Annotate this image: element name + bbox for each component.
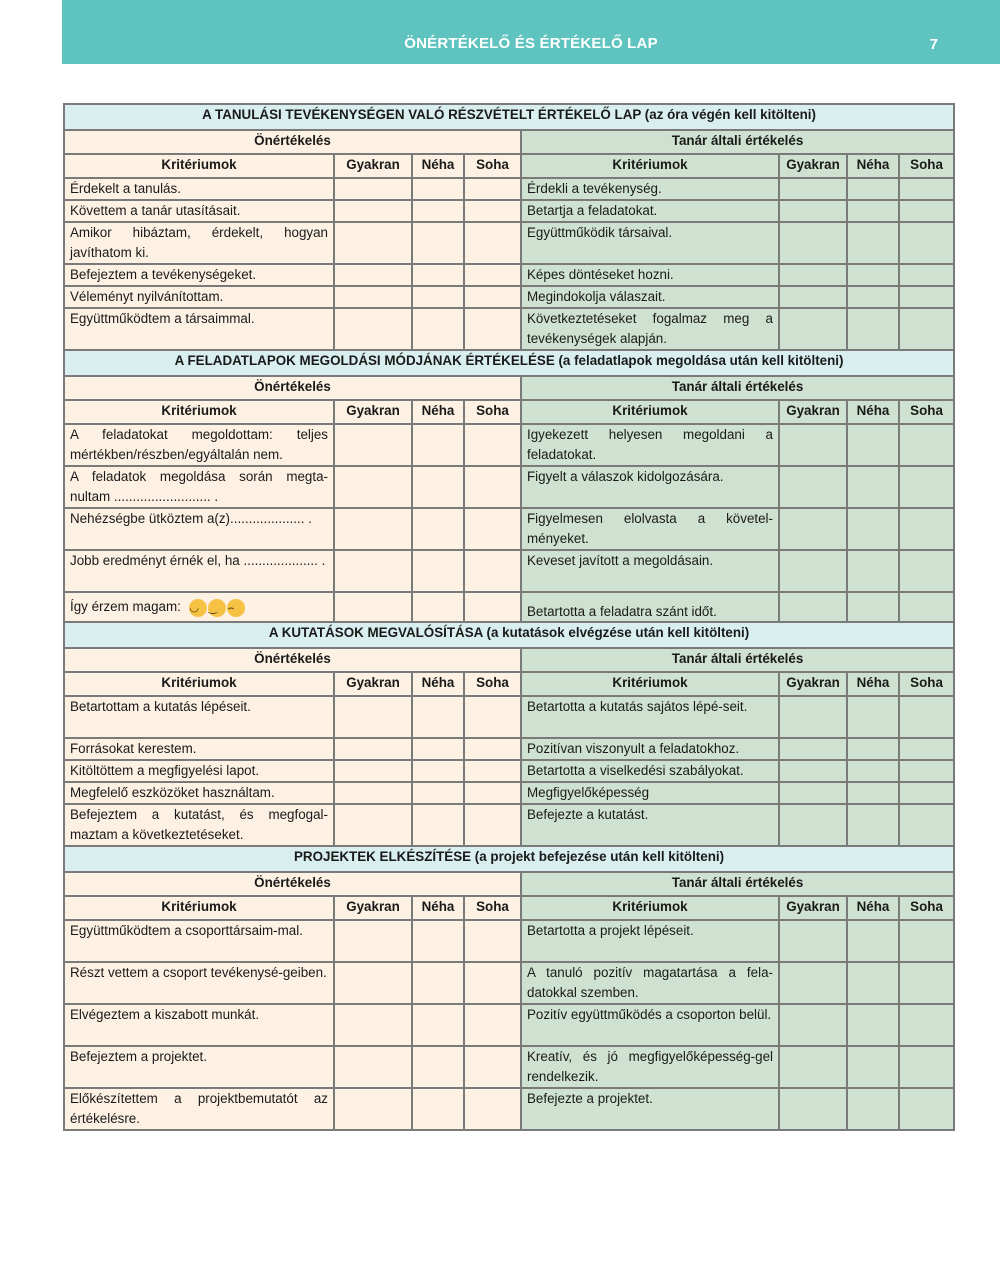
teacher-never-checkbox-cell[interactable] xyxy=(899,550,954,592)
self-criterion xyxy=(64,1046,334,1088)
self-never-checkbox-cell[interactable] xyxy=(464,1004,521,1046)
self-often-checkbox-cell[interactable] xyxy=(334,1046,412,1088)
self-sometimes-checkbox-cell[interactable] xyxy=(412,550,464,592)
self-never-checkbox-cell[interactable] xyxy=(464,200,521,222)
teacher-often-checkbox-cell[interactable] xyxy=(779,592,847,622)
column-header-never: Soha xyxy=(464,672,521,696)
table-row xyxy=(64,760,954,782)
teacher-criterion: Betartotta a kutatás sajátos lépé-seit. xyxy=(521,696,779,738)
column-header-row xyxy=(64,400,954,424)
section-title-row xyxy=(64,622,954,648)
teacher-sometimes-checkbox-cell[interactable] xyxy=(847,1004,899,1046)
table-row xyxy=(64,222,954,264)
teacher-never-checkbox-cell[interactable] xyxy=(899,804,954,846)
teacher-never-checkbox-cell[interactable] xyxy=(899,1004,954,1046)
teacher-assessment-heading: Tanár általi értékelés xyxy=(521,130,954,154)
self-sometimes-checkbox-cell[interactable] xyxy=(412,1046,464,1088)
table-row xyxy=(64,782,954,804)
self-criterion-text: Befejeztem a tevékenységeket. xyxy=(70,267,257,282)
teacher-never-checkbox-cell[interactable] xyxy=(899,782,954,804)
table-row xyxy=(64,550,954,592)
self-never-checkbox-cell[interactable] xyxy=(464,760,521,782)
self-criterion xyxy=(64,308,334,350)
teacher-often-checkbox-cell[interactable] xyxy=(779,200,847,222)
column-header-often: Gyakran xyxy=(779,400,847,424)
self-never-checkbox-cell[interactable] xyxy=(464,550,521,592)
self-assessment-heading: Önértékelés xyxy=(64,130,521,154)
self-often-checkbox-cell[interactable] xyxy=(334,178,412,200)
column-header-criteria: Kritériumok xyxy=(64,154,334,178)
self-criterion-text: Így érzem magam: xyxy=(70,599,181,615)
self-assessment-heading: Önértékelés xyxy=(64,648,521,672)
teacher-never-checkbox-cell[interactable] xyxy=(899,962,954,1004)
self-never-checkbox-cell[interactable] xyxy=(464,424,521,466)
self-criterion-text: Nehézségbe ütköztem a(z).................... . xyxy=(70,511,312,526)
frowning-face-icon: ⌢ xyxy=(227,599,245,617)
teacher-often-checkbox-cell[interactable] xyxy=(779,424,847,466)
self-criterion xyxy=(64,738,334,760)
teacher-sometimes-checkbox-cell[interactable] xyxy=(847,508,899,550)
teacher-often-checkbox-cell[interactable] xyxy=(779,760,847,782)
self-criterion-text: Előkészítettem a projektbemutatót az értékelésre. xyxy=(70,1091,328,1126)
teacher-criterion: Együttműködik társaival. xyxy=(521,222,779,264)
teacher-never-checkbox-cell[interactable] xyxy=(899,286,954,308)
page-header-title: ÖNÉRTÉKELŐ ÉS ÉRTÉKELŐ LAP xyxy=(404,35,658,52)
column-header-never: Soha xyxy=(464,154,521,178)
self-often-checkbox-cell[interactable] xyxy=(334,738,412,760)
self-often-checkbox-cell[interactable] xyxy=(334,508,412,550)
column-header-row xyxy=(64,896,954,920)
teacher-assessment-heading: Tanár általi értékelés xyxy=(521,648,954,672)
column-header-sometimes: Néha xyxy=(412,672,464,696)
group-header-row xyxy=(64,376,954,400)
self-criterion xyxy=(64,782,334,804)
self-never-checkbox-cell[interactable] xyxy=(464,508,521,550)
teacher-often-checkbox-cell[interactable] xyxy=(779,264,847,286)
self-sometimes-checkbox-cell[interactable] xyxy=(412,962,464,1004)
section-title: A KUTATÁSOK MEGVALÓSÍTÁSA (a kutatások elvégzése után kell kitölteni) xyxy=(64,622,954,648)
teacher-criterion: Megindokolja válaszait. xyxy=(521,286,779,308)
self-criterion-text: A feladatokat megoldottam: teljes mértékben/részben/egyáltalán nem. xyxy=(70,427,328,462)
table-row xyxy=(64,592,954,622)
teacher-criterion: A tanuló pozitív magatartása a fela-datokkal szemben. xyxy=(521,962,779,1004)
self-criterion xyxy=(64,264,334,286)
self-sometimes-checkbox-cell[interactable] xyxy=(412,286,464,308)
self-criterion xyxy=(64,1088,334,1130)
group-header-row xyxy=(64,648,954,672)
teacher-never-checkbox-cell[interactable] xyxy=(899,264,954,286)
teacher-often-checkbox-cell[interactable] xyxy=(779,308,847,350)
teacher-sometimes-checkbox-cell[interactable] xyxy=(847,962,899,1004)
self-criterion-text: Amikor hibáztam, érdekelt, hogyan javíthatom ki. xyxy=(70,225,328,260)
teacher-sometimes-checkbox-cell[interactable] xyxy=(847,466,899,508)
teacher-assessment-heading: Tanár általi értékelés xyxy=(521,872,954,896)
column-header-never: Soha xyxy=(899,896,954,920)
teacher-never-checkbox-cell[interactable] xyxy=(899,1046,954,1088)
column-header-often: Gyakran xyxy=(334,154,412,178)
teacher-criterion: Képes döntéseket hozni. xyxy=(521,264,779,286)
section-title-row xyxy=(64,350,954,376)
self-never-checkbox-cell[interactable] xyxy=(464,1088,521,1130)
teacher-criterion: Pozitívan viszonyult a feladatokhoz. xyxy=(521,738,779,760)
column-header-criteria: Kritériumok xyxy=(521,154,779,178)
teacher-sometimes-checkbox-cell[interactable] xyxy=(847,424,899,466)
teacher-often-checkbox-cell[interactable] xyxy=(779,286,847,308)
self-often-checkbox-cell[interactable] xyxy=(334,804,412,846)
teacher-sometimes-checkbox-cell[interactable] xyxy=(847,264,899,286)
teacher-often-checkbox-cell[interactable] xyxy=(779,804,847,846)
self-criterion xyxy=(64,222,334,264)
teacher-criterion: Betartotta a viselkedési szabályokat. xyxy=(521,760,779,782)
teacher-never-checkbox-cell[interactable] xyxy=(899,696,954,738)
self-often-checkbox-cell[interactable] xyxy=(334,200,412,222)
teacher-criterion: Megfigyelőképesség xyxy=(521,782,779,804)
teacher-criterion: Betartja a feladatokat. xyxy=(521,200,779,222)
self-criterion xyxy=(64,1004,334,1046)
section-title-row xyxy=(64,104,954,130)
self-often-checkbox-cell[interactable] xyxy=(334,760,412,782)
teacher-often-checkbox-cell[interactable] xyxy=(779,738,847,760)
section-title: A TANULÁSI TEVÉKENYSÉGEN VALÓ RÉSZVÉTELT ÉRTÉKELŐ LAP (az óra végén kell kitölteni) xyxy=(64,104,954,130)
teacher-criterion: Keveset javított a megoldásain. xyxy=(521,550,779,592)
teacher-never-checkbox-cell[interactable] xyxy=(899,222,954,264)
self-often-checkbox-cell[interactable] xyxy=(334,696,412,738)
self-never-checkbox-cell[interactable] xyxy=(464,696,521,738)
teacher-sometimes-checkbox-cell[interactable] xyxy=(847,782,899,804)
teacher-criterion: Befejezte a projektet. xyxy=(521,1088,779,1130)
teacher-often-checkbox-cell[interactable] xyxy=(779,178,847,200)
self-often-checkbox-cell[interactable] xyxy=(334,782,412,804)
self-criterion-text: Kitöltöttem a megfigyelési lapot. xyxy=(70,763,260,778)
self-sometimes-checkbox-cell[interactable] xyxy=(412,308,464,350)
self-often-checkbox-cell[interactable] xyxy=(334,264,412,286)
column-header-often: Gyakran xyxy=(334,672,412,696)
table-row xyxy=(64,424,954,466)
table-row xyxy=(64,308,954,350)
self-never-checkbox-cell[interactable] xyxy=(464,178,521,200)
page-header-bar xyxy=(62,0,1000,64)
self-sometimes-checkbox-cell[interactable] xyxy=(412,920,464,962)
self-criterion xyxy=(64,286,334,308)
self-criterion-text: Érdekelt a tanulás. xyxy=(70,181,181,196)
self-criterion-text: Forrásokat kerestem. xyxy=(70,741,197,756)
teacher-often-checkbox-cell[interactable] xyxy=(779,222,847,264)
self-sometimes-checkbox-cell[interactable] xyxy=(412,738,464,760)
self-criterion xyxy=(64,550,334,592)
column-header-often: Gyakran xyxy=(334,896,412,920)
teacher-never-checkbox-cell[interactable] xyxy=(899,178,954,200)
teacher-criterion: Betartotta a feladatra szánt időt. xyxy=(521,592,779,622)
self-criterion-text: A feladatok megoldása során megta-nultam .......................... . xyxy=(70,469,328,504)
self-never-checkbox-cell[interactable] xyxy=(464,782,521,804)
teacher-sometimes-checkbox-cell[interactable] xyxy=(847,920,899,962)
self-criterion xyxy=(64,920,334,962)
self-often-checkbox-cell[interactable] xyxy=(334,466,412,508)
teacher-never-checkbox-cell[interactable] xyxy=(899,508,954,550)
column-header-criteria: Kritériumok xyxy=(64,672,334,696)
self-never-checkbox-cell[interactable] xyxy=(464,804,521,846)
grinning-face-icon: ◡ xyxy=(189,599,207,617)
evaluation-table xyxy=(63,103,955,1131)
teacher-criterion: Érdekli a tevékenység. xyxy=(521,178,779,200)
table-row xyxy=(64,962,954,1004)
column-header-criteria: Kritériumok xyxy=(64,896,334,920)
table-row xyxy=(64,264,954,286)
self-criterion-text: Véleményt nyilvánítottam. xyxy=(70,289,224,304)
table-row xyxy=(64,508,954,550)
self-sometimes-checkbox-cell[interactable] xyxy=(412,592,464,622)
self-assessment-heading: Önértékelés xyxy=(64,872,521,896)
column-header-never: Soha xyxy=(899,400,954,424)
self-often-checkbox-cell[interactable] xyxy=(334,286,412,308)
self-never-checkbox-cell[interactable] xyxy=(464,222,521,264)
self-criterion-text: Befejeztem a projektet. xyxy=(70,1049,207,1064)
self-often-checkbox-cell[interactable] xyxy=(334,592,412,622)
teacher-never-checkbox-cell[interactable] xyxy=(899,308,954,350)
self-sometimes-checkbox-cell[interactable] xyxy=(412,424,464,466)
teacher-often-checkbox-cell[interactable] xyxy=(779,696,847,738)
smiling-face-icon: ‿ xyxy=(208,599,226,617)
column-header-row xyxy=(64,672,954,696)
self-never-checkbox-cell[interactable] xyxy=(464,308,521,350)
column-header-never: Soha xyxy=(464,400,521,424)
self-never-checkbox-cell[interactable] xyxy=(464,920,521,962)
self-sometimes-checkbox-cell[interactable] xyxy=(412,178,464,200)
self-criterion xyxy=(64,466,334,508)
column-header-sometimes: Néha xyxy=(847,154,899,178)
self-criterion xyxy=(64,178,334,200)
teacher-criterion: Következtetéseket fogalmaz meg a tevékenységek alapján. xyxy=(521,308,779,350)
self-criterion-text: Jobb eredményt érnék el, ha .................... . xyxy=(70,553,326,568)
column-header-sometimes: Néha xyxy=(412,896,464,920)
teacher-sometimes-checkbox-cell[interactable] xyxy=(847,738,899,760)
column-header-often: Gyakran xyxy=(779,896,847,920)
self-often-checkbox-cell[interactable] xyxy=(334,550,412,592)
self-criterion xyxy=(64,200,334,222)
teacher-often-checkbox-cell[interactable] xyxy=(779,550,847,592)
self-never-checkbox-cell[interactable] xyxy=(464,286,521,308)
teacher-criterion: Kreatív, és jó megfigyelőképesség-gel rendelkezik. xyxy=(521,1046,779,1088)
self-criterion-text: Betartottam a kutatás lépéseit. xyxy=(70,699,251,714)
teacher-sometimes-checkbox-cell[interactable] xyxy=(847,760,899,782)
teacher-never-checkbox-cell[interactable] xyxy=(899,738,954,760)
teacher-sometimes-checkbox-cell[interactable] xyxy=(847,550,899,592)
self-sometimes-checkbox-cell[interactable] xyxy=(412,466,464,508)
table-row xyxy=(64,286,954,308)
self-sometimes-checkbox-cell[interactable] xyxy=(412,200,464,222)
self-often-checkbox-cell[interactable] xyxy=(334,920,412,962)
column-header-often: Gyakran xyxy=(779,154,847,178)
self-never-checkbox-cell[interactable] xyxy=(464,738,521,760)
column-header-never: Soha xyxy=(464,896,521,920)
self-sometimes-checkbox-cell[interactable] xyxy=(412,1004,464,1046)
self-criterion xyxy=(64,508,334,550)
column-header-sometimes: Néha xyxy=(847,896,899,920)
self-criterion xyxy=(64,424,334,466)
column-header-criteria: Kritériumok xyxy=(521,896,779,920)
self-criterion xyxy=(64,804,334,846)
teacher-sometimes-checkbox-cell[interactable] xyxy=(847,178,899,200)
teacher-often-checkbox-cell[interactable] xyxy=(779,962,847,1004)
table-row xyxy=(64,1004,954,1046)
self-criterion-text: Követtem a tanár utasításait. xyxy=(70,203,241,218)
teacher-never-checkbox-cell[interactable] xyxy=(899,760,954,782)
self-criterion xyxy=(64,696,334,738)
teacher-sometimes-checkbox-cell[interactable] xyxy=(847,200,899,222)
table-row xyxy=(64,804,954,846)
column-header-never: Soha xyxy=(899,154,954,178)
self-never-checkbox-cell[interactable] xyxy=(464,592,521,622)
column-header-often: Gyakran xyxy=(779,672,847,696)
self-sometimes-checkbox-cell[interactable] xyxy=(412,222,464,264)
table-row xyxy=(64,178,954,200)
self-criterion xyxy=(64,962,334,1004)
teacher-criterion: Figyelt a válaszok kidolgozására. xyxy=(521,466,779,508)
teacher-never-checkbox-cell[interactable] xyxy=(899,424,954,466)
teacher-sometimes-checkbox-cell[interactable] xyxy=(847,1088,899,1130)
teacher-criterion: Figyelmesen elolvasta a követel-ményeket. xyxy=(521,508,779,550)
column-header-criteria: Kritériumok xyxy=(64,400,334,424)
teacher-sometimes-checkbox-cell[interactable] xyxy=(847,1046,899,1088)
self-never-checkbox-cell[interactable] xyxy=(464,1046,521,1088)
teacher-assessment-heading: Tanár általi értékelés xyxy=(521,376,954,400)
table-row xyxy=(64,696,954,738)
self-never-checkbox-cell[interactable] xyxy=(464,466,521,508)
teacher-sometimes-checkbox-cell[interactable] xyxy=(847,308,899,350)
self-criterion xyxy=(64,592,334,622)
self-sometimes-checkbox-cell[interactable] xyxy=(412,264,464,286)
section-title: A FELADATLAPOK MEGOLDÁSI MÓDJÁNAK ÉRTÉKELÉSE (a feladatlapok megoldása után kell kitölteni) xyxy=(64,350,954,376)
self-never-checkbox-cell[interactable] xyxy=(464,264,521,286)
teacher-never-checkbox-cell[interactable] xyxy=(899,1088,954,1130)
table-row xyxy=(64,200,954,222)
column-header-criteria: Kritériumok xyxy=(521,400,779,424)
teacher-never-checkbox-cell[interactable] xyxy=(899,466,954,508)
teacher-often-checkbox-cell[interactable] xyxy=(779,920,847,962)
teacher-often-checkbox-cell[interactable] xyxy=(779,466,847,508)
column-header-row xyxy=(64,154,954,178)
teacher-criterion: Befejezte a kutatást. xyxy=(521,804,779,846)
self-criterion-text: Megfelelő eszközöket használtam. xyxy=(70,785,275,800)
teacher-sometimes-checkbox-cell[interactable] xyxy=(847,222,899,264)
self-criterion-text: Részt vettem a csoport tevékenysé-geiben. xyxy=(70,965,327,980)
self-criterion xyxy=(64,760,334,782)
teacher-sometimes-checkbox-cell[interactable] xyxy=(847,804,899,846)
teacher-criterion: Betartotta a projekt lépéseit. xyxy=(521,920,779,962)
self-sometimes-checkbox-cell[interactable] xyxy=(412,1088,464,1130)
self-often-checkbox-cell[interactable] xyxy=(334,1088,412,1130)
self-sometimes-checkbox-cell[interactable] xyxy=(412,782,464,804)
self-assessment-heading: Önértékelés xyxy=(64,376,521,400)
column-header-sometimes: Néha xyxy=(412,400,464,424)
teacher-criterion: Pozitív együttműködés a csoporton belül. xyxy=(521,1004,779,1046)
self-often-checkbox-cell[interactable] xyxy=(334,308,412,350)
self-criterion-text: Együttműködtem a csoporttársaim-mal. xyxy=(70,923,303,938)
self-criterion-text: Együttműködtem a társaimmal. xyxy=(70,311,255,326)
self-often-checkbox-cell[interactable] xyxy=(334,424,412,466)
teacher-sometimes-checkbox-cell[interactable] xyxy=(847,592,899,622)
page-number: 7 xyxy=(929,36,938,53)
self-criterion-text: Befejeztem a kutatást, és megfogal-maztam a következtetéseket. xyxy=(70,807,328,842)
column-header-criteria: Kritériumok xyxy=(521,672,779,696)
self-often-checkbox-cell[interactable] xyxy=(334,222,412,264)
teacher-often-checkbox-cell[interactable] xyxy=(779,508,847,550)
table-row xyxy=(64,1088,954,1130)
section-title: PROJEKTEK ELKÉSZÍTÉSE (a projekt befejezése után kell kitölteni) xyxy=(64,846,954,872)
teacher-never-checkbox-cell[interactable] xyxy=(899,920,954,962)
table-row xyxy=(64,920,954,962)
self-criterion-text: Elvégeztem a kiszabott munkát. xyxy=(70,1007,260,1022)
table-row xyxy=(64,738,954,760)
self-often-checkbox-cell[interactable] xyxy=(334,1004,412,1046)
teacher-often-checkbox-cell[interactable] xyxy=(779,1046,847,1088)
teacher-often-checkbox-cell[interactable] xyxy=(779,1088,847,1130)
teacher-never-checkbox-cell[interactable] xyxy=(899,200,954,222)
self-sometimes-checkbox-cell[interactable] xyxy=(412,760,464,782)
group-header-row xyxy=(64,130,954,154)
column-header-never: Soha xyxy=(899,672,954,696)
self-never-checkbox-cell[interactable] xyxy=(464,962,521,1004)
self-sometimes-checkbox-cell[interactable] xyxy=(412,508,464,550)
self-sometimes-checkbox-cell[interactable] xyxy=(412,804,464,846)
group-header-row xyxy=(64,872,954,896)
column-header-sometimes: Néha xyxy=(847,400,899,424)
column-header-sometimes: Néha xyxy=(412,154,464,178)
table-row xyxy=(64,1046,954,1088)
section-title-row xyxy=(64,846,954,872)
self-often-checkbox-cell[interactable] xyxy=(334,962,412,1004)
self-sometimes-checkbox-cell[interactable] xyxy=(412,696,464,738)
teacher-sometimes-checkbox-cell[interactable] xyxy=(847,286,899,308)
teacher-criterion: Igyekezett helyesen megoldani a feladatokat. xyxy=(521,424,779,466)
column-header-sometimes: Néha xyxy=(847,672,899,696)
teacher-never-checkbox-cell[interactable] xyxy=(899,592,954,622)
column-header-often: Gyakran xyxy=(334,400,412,424)
teacher-often-checkbox-cell[interactable] xyxy=(779,1004,847,1046)
table-row xyxy=(64,466,954,508)
teacher-sometimes-checkbox-cell[interactable] xyxy=(847,696,899,738)
teacher-often-checkbox-cell[interactable] xyxy=(779,782,847,804)
